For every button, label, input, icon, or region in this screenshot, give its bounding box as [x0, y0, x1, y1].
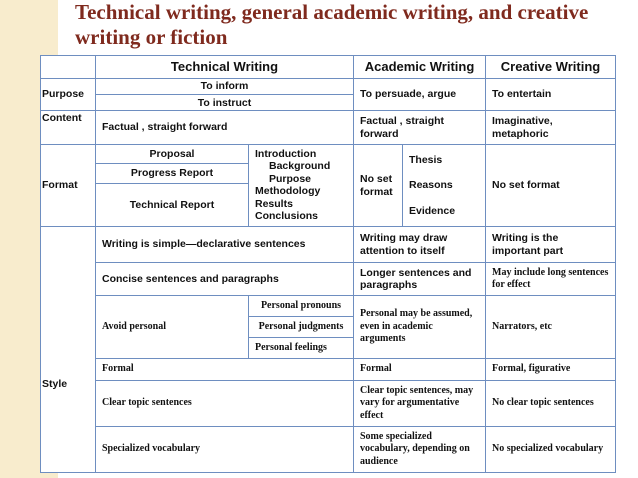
row-label-content: Content [41, 111, 96, 144]
style-creative-narrators: Narrators, etc [486, 296, 616, 359]
format-section-conclusions: Conclusions [255, 210, 319, 223]
format-section-methodology: Methodology [255, 185, 321, 198]
style-creative-vocabulary: No specialized vocabulary [486, 426, 616, 472]
format-creative: No set format [486, 144, 616, 227]
row-label-style: Style [41, 227, 96, 473]
format-academic-no-set: No set format [354, 144, 403, 227]
style-academic-vocabulary: Some specialized vocabulary, depending on audience [354, 426, 486, 472]
slide-title: Technical writing, general academic writing, and creative writing or fiction [75, 0, 589, 49]
format-section-purpose: Purpose [269, 172, 312, 185]
format-section-results: Results [255, 197, 293, 210]
content-academic: Factual , straight forward [354, 111, 486, 144]
style-creative-important: Writing is the important part [486, 227, 616, 263]
format-technical-proposal: Proposal [96, 144, 249, 163]
style-personal-pronouns: Personal pronouns [249, 296, 354, 317]
content-technical: Factual , straight forward [96, 111, 354, 144]
style-creative-long-sentences: May include long sentences for effect [486, 262, 616, 295]
purpose-technical-instruct: To instruct [96, 95, 354, 111]
header-creative-writing: Creative Writing [486, 56, 616, 79]
style-academic-personal-assumed: Personal may be assumed, even in academic arguments [354, 296, 486, 359]
purpose-academic: To persuade, argue [354, 78, 486, 110]
style-creative-no-topic-sentences: No clear topic sentences [486, 380, 616, 426]
purpose-creative: To entertain [486, 78, 616, 110]
style-technical-simple: Writing is simple—declarative sentences [96, 227, 354, 263]
style-academic-topic-sentences: Clear topic sentences, may vary for argumentative effect [354, 380, 486, 426]
format-academic-reasons: Reasons [409, 179, 453, 192]
content-creative: Imaginative, metaphoric [486, 111, 616, 144]
style-technical-concise: Concise sentences and paragraphs [96, 262, 354, 295]
style-technical-topic-sentences: Clear topic sentences [96, 380, 354, 426]
style-academic-formal: Formal [354, 358, 486, 380]
style-technical-avoid-personal: Avoid personal [96, 296, 249, 359]
row-label-format: Format [41, 144, 96, 227]
purpose-technical-inform: To inform [96, 78, 354, 94]
style-academic-attention: Writing may draw attention to itself [354, 227, 486, 263]
row-label-purpose: Purpose [41, 78, 96, 110]
format-section-background: Background [269, 160, 331, 173]
style-academic-longer: Longer sentences and paragraphs [354, 262, 486, 295]
comparison-table [40, 55, 616, 473]
format-technical-progress-report: Progress Report [96, 164, 249, 183]
style-technical-vocabulary: Specialized vocabulary [96, 426, 354, 472]
format-academic-thesis: Thesis [409, 153, 443, 166]
format-technical-report: Technical Report [96, 183, 249, 227]
header-blank-cell [41, 56, 96, 79]
format-section-introduction: Introduction [255, 147, 317, 160]
format-academic-evidence: Evidence [409, 204, 456, 217]
style-personal-feelings: Personal feelings [249, 338, 354, 359]
style-technical-formal: Formal [96, 358, 354, 380]
style-personal-judgments: Personal judgments [249, 317, 354, 338]
header-technical-writing: Technical Writing [96, 56, 354, 79]
format-technical-sections [249, 144, 354, 227]
style-creative-formal-figurative: Formal, figurative [486, 358, 616, 380]
header-academic-writing: Academic Writing [354, 56, 486, 79]
format-academic-structure [403, 144, 486, 227]
